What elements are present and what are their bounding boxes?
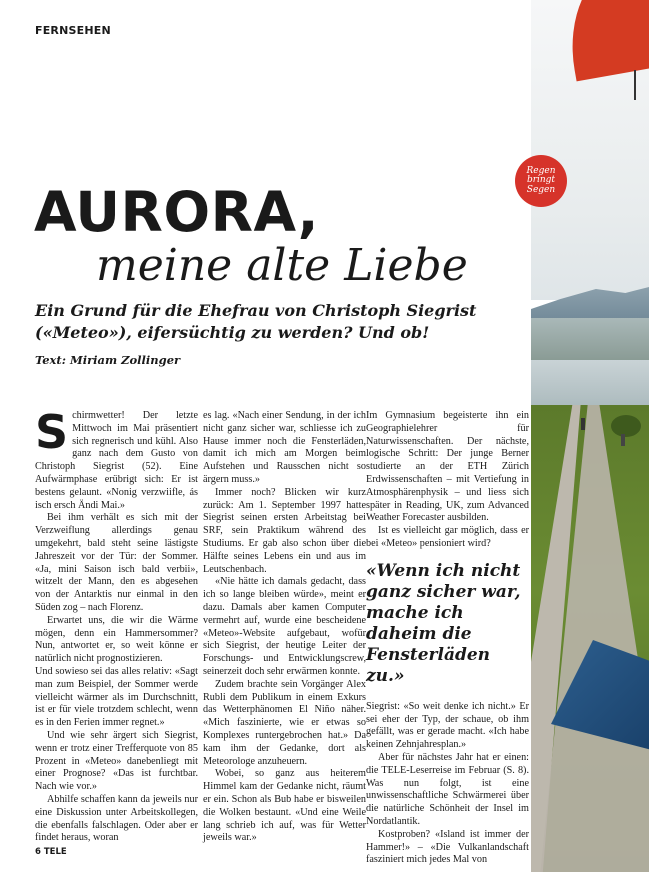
headline: AURORA, <box>34 180 319 244</box>
weather-photo <box>531 0 649 872</box>
headline-subtitle: meine alte Liebe <box>96 240 468 291</box>
paragraph: Schirmwetter! Der letzte Mittwoch im Mai präsentiert sich regnerisch und kühl. Also ganz nach dem Gusto von Christoph Siegrist (52). Eine Aufwärmphase erübrigt sich: Er ist bestens gelaunt. «Nonig verzwiifle, ás isch ersch Ändi Mai.» <box>35 405 198 511</box>
badge-line: Regen <box>526 165 556 176</box>
photo-person <box>621 434 625 446</box>
paragraph: Erwartet uns, die wir die Wärme mögen, denn ein Hammersommer? Nun, antwortet er, so weit könne er natürlich nicht prognostizieren. <box>35 614 198 665</box>
paragraph: es lag. «Nach einer Sendung, in der ich nicht ganz sicher war, schliesse ich zu Hause immer noch die Fensterläden, damit ich mich am Morgen beim Aufstehen und Rausschen nicht so ärgern muss.» <box>203 410 366 485</box>
photo-lake <box>531 360 649 410</box>
paragraph: Zudem brachte sein Vorgänger Alex Rubli dem Publikum in einem Exkurs das Wetterphänomen El Niño näher. «Mich faszinierte, wie er etwas so Komplexes runtergebrochen hat.» Da kam ihm der Gedanke, dort als Meteorologe anzuheuern. <box>203 678 366 767</box>
article-column-2 <box>203 410 366 845</box>
red-badge <box>515 155 567 207</box>
paragraph: Bei ihm verhält es sich mit der Verzweiflung allerdings genau umgekehrt, bald steht seine lästigste Jahreszeit vor der Tür: der Sommer. «Ja, mini Saison isch bald verbii», witzelt der Mann, den es abgesehen von der Antarktis nur einmal in den Süden zog – nach Florenz. <box>35 512 198 613</box>
badge-line: Segen <box>526 184 556 195</box>
article-column-1 <box>35 405 198 845</box>
paragraph: «Nie hätte ich damals gedacht, dass ich so lange bleiben würde», meint er dazu. Damals aber kamen Computer vermehrt auf, wurde eine bescheidene «Meteo»-Website aufgebaut, wofür sich Siegrist, der heutige Leiter der Forschungs- und Entwicklungscrew, seinerzeit doch sehr erwärmen konnte. <box>203 576 366 677</box>
dropcap: S <box>35 405 69 459</box>
paragraph: Und sowieso sei das alles relativ: «Sagt man zum Beispiel, der Sommer werde vielleicht wärmer als im Durchschnitt, ist er für viele trotzdem schlecht, wenn es in den Ferien immer regnet.» <box>35 665 198 729</box>
paragraph: Ist es vielleicht gar möglich, dass er bei «Meteo» pensioniert wird? <box>366 525 529 549</box>
page-footer: 6 TELE <box>35 847 67 857</box>
byline: Text: Miriam Zollinger <box>35 353 181 367</box>
paragraph: Abhilfe schaffen kann da jeweils nur eine Diskussion unter Arbeitskollegen, die ebenfalls falschlagen. Oder aber er findet heraus, woran <box>35 793 198 844</box>
badge-line: bringt <box>526 175 556 186</box>
pull-quote: «Wenn ich nicht ganz sicher war, mache ich daheim die Fensterläden zu.» <box>366 560 521 686</box>
paragraph: Im Gymnasium begeisterte ihn ein Geographielehrer für Naturwissenschaften. Der nächste, logische Schritt: Der junge Berner studierte an der ETH Zürich Erdwissenschaften – mit Vertiefung in Atmosphärenphysik – und liess sich später in Reading, UK, zum Advanced Weather Forecaster ausbilden. <box>366 410 529 524</box>
red-umbrella-handle <box>634 70 636 100</box>
paragraph: Aber für nächstes Jahr hat er einen: die TELE-Leserreise im Februar (S. 8). Was nun folgt, ist eine unwissenschaftliche Schwärmerei über die natürliche Schönheit der Insel im Nordatlantik. <box>366 751 529 827</box>
paragraph: Immer noch? Blicken wir kurz zurück: Am 1. September 1997 hatte Siegrist seinen ersten Arbeitstag bei SRF, sein Praktikum während des Studiums. Er gab also schon über die Hälfte seines Lebens ein und aus im Leutschenbach. <box>203 486 366 575</box>
paragraph: Kostproben? «Island ist immer der Hammer!» – «Die Vulkanlandschaft fasziniert mich jedes Mal von <box>366 828 529 866</box>
photo-tree <box>611 415 641 437</box>
paragraph: Siegrist: «So weit denke ich nicht.» Er sei eher der Typ, der schaue, ob ihm gefällt, was er gerade macht. «Ich habe keinen Zehnjahresplan.» <box>366 700 529 751</box>
article-column-3 <box>366 410 529 867</box>
deck: Ein Grund für die Ehefrau von Christoph Siegrist («Meteo»), eifersüchtig zu werden? Und ob! <box>35 301 477 342</box>
photo-person <box>581 418 585 430</box>
paragraph: Wobei, so ganz aus heiterem Himmel kam der Gedanke nicht, räumt er ein. Schon als Bub habe er bisweilen die Wolken bestaunt. «Und eine Weile lang schrieb ich auf, was für Wetter jeweils war.» <box>203 768 366 844</box>
paragraph: Und wie sehr ärgert sich Siegrist, wenn er trotz einer Trefferquote von 85 Prozent in «Meteo» danebenliegt mit einer Prognose? «Das ist furchtbar. Nach wie vor.» <box>35 729 198 793</box>
section-label: FERNSEHEN <box>35 24 111 37</box>
